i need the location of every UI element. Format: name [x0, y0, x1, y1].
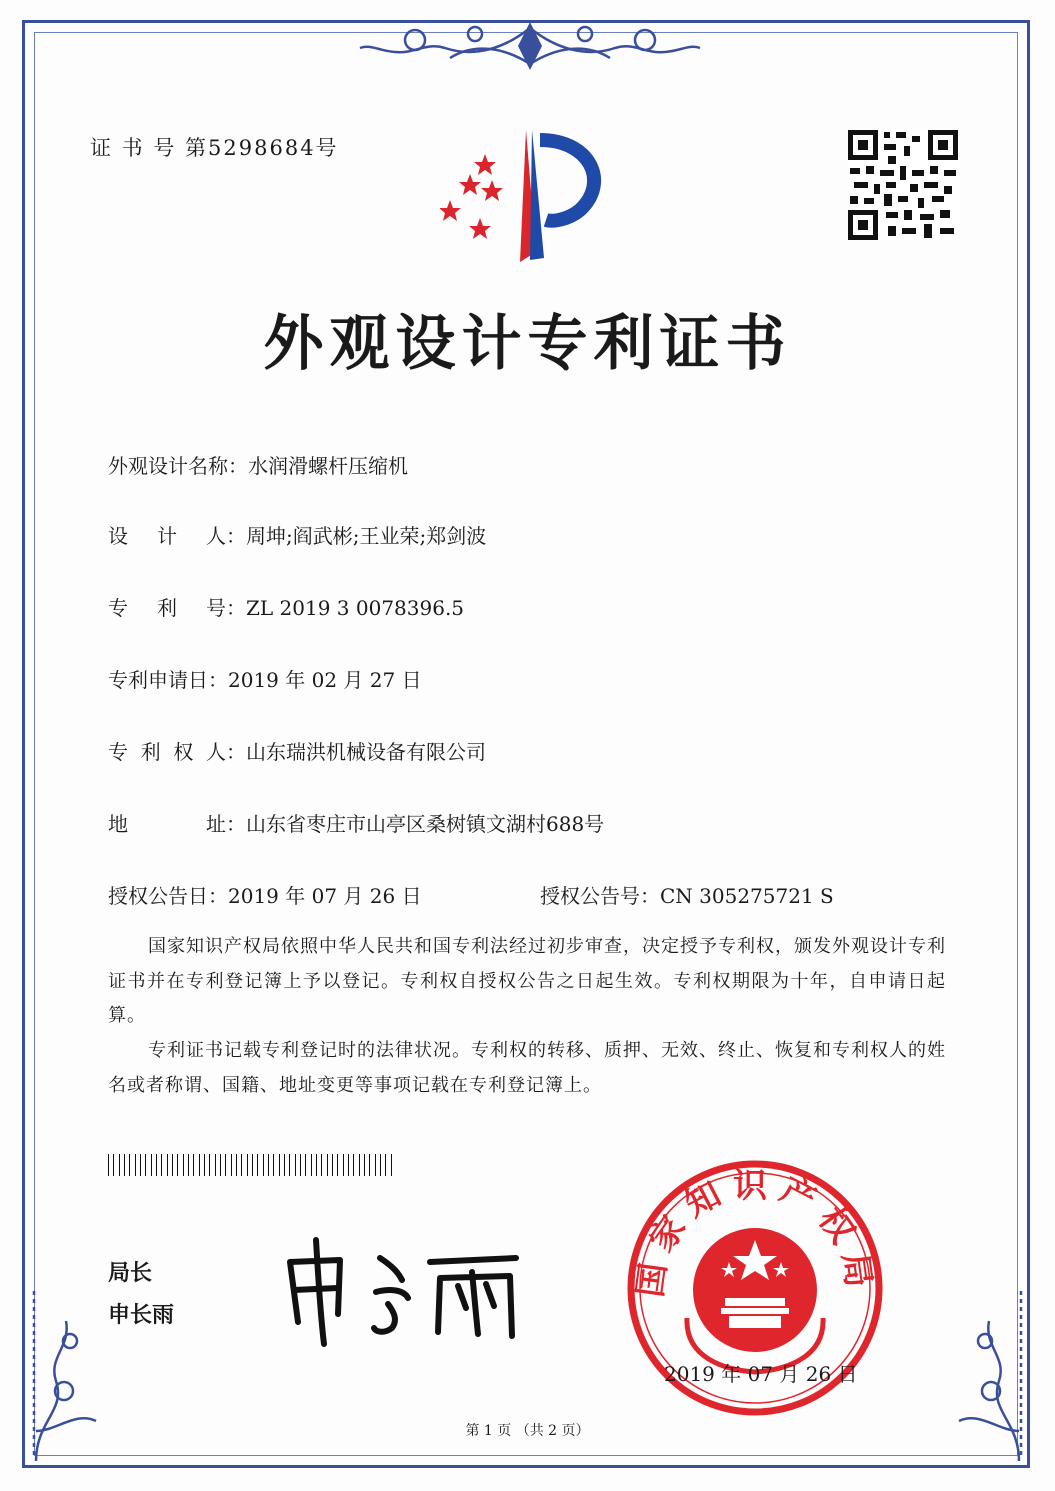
page-footer: 第 1 页 （共 2 页） [465, 1423, 590, 1439]
director-title: 局长 [108, 1261, 153, 1286]
paragraph-1: 国家知识产权局依照中华人民共和国专利法经过初步审查，决定授予专利权，颁发外观设计专利证书并在专利登记簿上予以登记。专利权自授权公告之日起生效。专利权期限为十年，自申请日起算。 [108, 936, 946, 1026]
seal-date: 2019 年 07 月 26 日 [664, 1362, 858, 1386]
patentee-label: 专 利 权 人 [108, 740, 226, 764]
grant-number-value: CN 305275721 S [660, 884, 834, 908]
grant-date-field [108, 880, 422, 909]
application-date-label: 专利申请日： [108, 668, 228, 692]
patentee-field: 专 利 权 人 ：山东瑞洪机械设备有限公司 [108, 736, 486, 765]
patent-number-value: ZL 2019 3 0078396.5 [246, 596, 465, 620]
address-value: 山东省枣庄市山亭区桑树镇文湖村688号 [246, 812, 605, 836]
grant-date-label: 授权公告日： [108, 884, 228, 908]
patent-number-label: 专 利 号 [108, 596, 226, 620]
patent-number-field: 专 利 号 ：ZL 2019 3 0078396.5 [108, 592, 464, 621]
certificate-number: 证 书 号 第5298684号 [90, 136, 339, 160]
top-ornament [355, 18, 705, 74]
design-name-field [108, 450, 408, 479]
grant-number-field [540, 880, 834, 909]
application-date-field [108, 664, 422, 693]
barcode-icon [108, 1154, 396, 1176]
design-name-value: 水润滑螺杆压缩机 [248, 454, 408, 478]
cnipa-logo-icon [440, 122, 610, 264]
application-date-value: 2019 年 02 月 27 日 [228, 668, 422, 692]
seal-text: 国家知识产权局 [630, 1165, 880, 1300]
address-label: 地 址 [108, 812, 226, 836]
grant-number-label: 授权公告号： [540, 884, 660, 908]
designer-field: 设 计 人 ：周坤;阎武彬;王业荣;郑剑波 [108, 520, 486, 549]
page-title: 外观设计专利证书 [263, 309, 792, 379]
director-name: 申长雨 [108, 1303, 175, 1328]
grant-date-value: 2019 年 07 月 26 日 [228, 884, 422, 908]
designer-label: 设 计 人 [108, 524, 226, 548]
patentee-value: 山东瑞洪机械设备有限公司 [246, 740, 486, 764]
handwritten-signature [280, 1232, 530, 1348]
qr-code-icon [848, 130, 958, 240]
paragraph-2: 专利证书记载专利登记时的法律状况。专利权的转移、质押、无效、终止、恢复和专利权人的姓名或者称谓、国籍、地址变更等事项记载在专利登记簿上。 [108, 1040, 946, 1096]
designer-value: 周坤;阎武彬;王业荣;郑剑波 [246, 524, 487, 548]
address-field: 地 址 ：山东省枣庄市山亭区桑树镇文湖村688号 [108, 808, 604, 837]
design-name-label: 外观设计名称： [108, 454, 248, 478]
